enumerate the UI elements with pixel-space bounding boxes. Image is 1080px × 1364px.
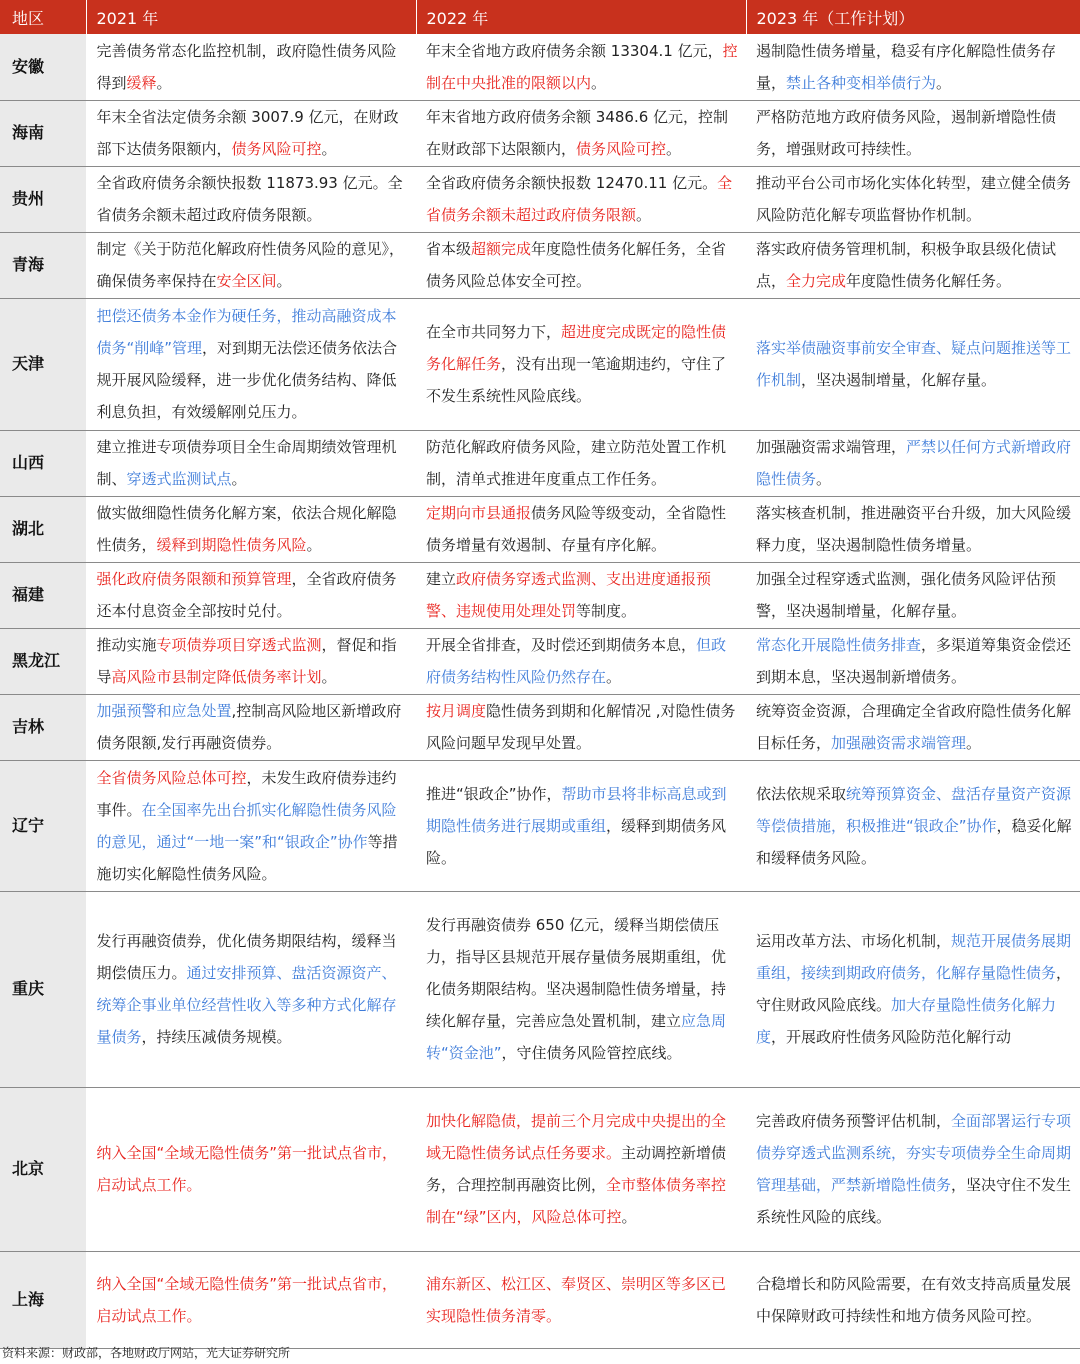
text-segment: 合稳增长和防风险需要，在有效支持高质量发展中保障财政可持续性和地方债务风险可控。	[756, 1274, 1072, 1325]
cell-2022	[416, 1251, 746, 1348]
text-segment: 。	[321, 140, 337, 158]
region-cell: 青海	[0, 232, 86, 298]
text-segment: 全省政府债务余额快报数 12470.11 亿元。	[426, 174, 718, 192]
cell-2022	[416, 430, 746, 496]
text-segment: 年末省地方政府债务余额 3486.6 亿元，控制在财政部下达限额内，	[426, 108, 729, 158]
text-segment: 遏制隐性债务增量，稳妥有序化解隐性债务存量，	[756, 41, 1057, 92]
text-segment: 全省债务余额未超过政府债务限额	[426, 174, 733, 224]
text-segment: 发行再融资债券 650 亿元，缓释当期偿债压力，指导区县规范开展存量债务展期重组，优化债务期限结构。坚决遏制隐性债务增量，持续化解存量，完善应急处置机制，建立	[426, 916, 727, 1030]
text-segment: 制定《关于防范化解政府性债务风险的意见》，确保债务率保持在	[96, 240, 405, 290]
text-segment: 安全区间	[216, 272, 277, 290]
text-segment: 按月调度	[426, 702, 487, 720]
text-segment: 禁止各种变相举债行为	[786, 73, 937, 92]
text-segment: 在全市共同努力下，	[426, 323, 562, 341]
text-segment: 缓释到期隐性债务风险	[156, 536, 307, 554]
cell-2022	[416, 496, 746, 562]
text-segment: ，开展政府性债务风险防范化解行动	[771, 1028, 1012, 1046]
region-cell: 贵州	[0, 166, 86, 232]
table-row	[0, 562, 1080, 628]
text-segment: 严禁以任何方式新增政府隐性债务	[756, 438, 1072, 488]
cell-2021	[86, 298, 416, 430]
text-segment: ，持续压减债务规模。	[141, 1028, 292, 1046]
text-segment: 。	[276, 272, 292, 290]
text-segment: 推动实施	[96, 636, 157, 654]
text-segment: 。	[666, 140, 682, 158]
text-segment: ，稳妥化解和缓释债务风险。	[756, 816, 1072, 867]
region-cell: 海南	[0, 100, 86, 166]
text-segment: 超进度完成既定的隐性债务化解任务	[426, 323, 727, 373]
text-segment: 高风险市县制定降低债务率计划	[111, 668, 322, 686]
text-segment: 应急周转“资金池”	[426, 1012, 727, 1062]
table-row	[0, 1087, 1080, 1251]
source-note: 资料来源：财政部，各地财政厅网站，光大证券研究所	[2, 1346, 291, 1360]
cell-2023	[746, 891, 1080, 1087]
text-segment: 隐性债务到期和化解情况 ,对隐性债务风险问题早发现早处置。	[426, 702, 736, 752]
text-segment: 统筹预算资金、盘活存量资产资源等偿债措施，积极推进“银政企”协作	[756, 784, 1072, 835]
text-segment: 建立推进专项债券项目全生命周期绩效管理机制、	[96, 438, 397, 488]
region-cell: 辽宁	[0, 760, 86, 891]
cell-2021	[86, 34, 416, 100]
text-segment: 做实做细隐性债务化解方案，依法合规化解隐性债务，	[96, 504, 397, 554]
region-cell: 天津	[0, 298, 86, 430]
text-segment: 帮助市县将非标高息或到期隐性债务进行展期或重组	[426, 784, 727, 835]
cell-2021	[86, 628, 416, 694]
text-segment: 推动平台公司市场化实体化转型，建立健全债务风险防范化解专项监督协作机制。	[756, 174, 1072, 224]
cell-2022	[416, 34, 746, 100]
text-segment: ，坚决遏制增量，化解存量。	[801, 371, 997, 389]
text-segment: 专项债券项目穿透式监测	[156, 636, 322, 654]
text-segment: 年末全省法定债务余额 3007.9 亿元，在财政部下达债务限额内，	[96, 108, 399, 158]
text-segment: ，没有出现一笔逾期违约，守住了不发生系统性风险底线。	[426, 355, 727, 405]
text-segment: 防范化解政府债务风险，建立防范处置工作机制，清单式推进年度重点工作任务。	[426, 438, 727, 488]
text-segment: 。	[591, 73, 607, 92]
cell-2023	[746, 1087, 1080, 1251]
text-segment: ，多渠道筹集资金偿还到期本息，坚决遏制新增债务。	[756, 636, 1072, 686]
cell-2023	[746, 100, 1080, 166]
cell-2023	[746, 34, 1080, 100]
cell-2021	[86, 562, 416, 628]
text-segment: 把偿还债务本金作为硬任务，推动高融资成本债务“削峰”管理	[96, 307, 397, 357]
cell-2022	[416, 562, 746, 628]
table-row	[0, 891, 1080, 1087]
text-segment: 严格防范地方政府债务风险，遏制新增隐性债务，增强财政可持续性。	[756, 108, 1057, 158]
text-segment: 全面部署运行专项债券穿透式监测系统，夯实专项债券全生命周期管理基础，严禁新增隐性债务	[756, 1112, 1072, 1194]
text-segment: 依法依规采取	[756, 784, 847, 803]
table-row	[0, 298, 1080, 430]
cell-2021	[86, 430, 416, 496]
text-segment: 通过安排预算、盘活资源资产、统筹企事业单位经营性收入等多种方式化解存量债务	[96, 964, 397, 1046]
cell-2023	[746, 232, 1080, 298]
region-cell: 福建	[0, 562, 86, 628]
text-segment: 债务风险等级变动，全省隐性债务增量有效遏制、存量有序化解。	[426, 504, 727, 554]
table-row	[0, 760, 1080, 891]
text-segment: 强化政府债务限额和预算管理	[96, 570, 292, 588]
text-segment: 年度隐性债务化解任务。	[846, 272, 1012, 290]
text-segment: 落实举债融资事前安全审查、疑点问题推送等工作机制	[756, 339, 1072, 389]
text-segment: 运用改革方法、市场化机制，	[756, 932, 952, 950]
text-segment: 全省政府债务余额快报数 11873.93 亿元。全省债务余额未超过政府债务限额。	[96, 174, 403, 224]
text-segment: 发行再融资债券，优化债务期限结构，缓释当期偿债压力。	[96, 932, 397, 982]
text-segment: ,控制高风险地区新增政府债务限额,发行再融资债券。	[96, 702, 402, 752]
region-cell: 重庆	[0, 891, 86, 1087]
text-segment: 全力完成	[786, 272, 847, 290]
text-segment: 穿透式监测试点	[126, 470, 232, 488]
region-cell: 湖北	[0, 496, 86, 562]
table-header	[0, 0, 1080, 34]
text-segment: 全省债务风险总体可控	[96, 768, 247, 787]
text-segment: 加快化解隐债，提前三个月完成中央提出的全域无隐性债务试点任务要求。	[426, 1112, 727, 1162]
cell-2022	[416, 760, 746, 891]
table-row	[0, 694, 1080, 760]
text-segment: 。	[936, 73, 952, 92]
text-segment: ，全省政府债务还本付息资金全部按时兑付。	[96, 570, 397, 620]
table-row	[0, 628, 1080, 694]
text-segment: 。	[966, 734, 982, 752]
text-segment: 。	[636, 206, 652, 224]
cell-2023	[746, 298, 1080, 430]
text-segment: 在全国率先出台抓实化解隐性债务风险的意见，通过“一地一案”和“银政企”协作	[96, 800, 397, 851]
text-segment: 。	[606, 668, 622, 686]
header-2021: 2021 年	[86, 0, 416, 34]
text-segment: 政府债务穿透式监测、支出进度通报预警、违规使用处理处罚	[426, 570, 712, 620]
table-row	[0, 496, 1080, 562]
text-segment: 全市整体债务率控制在“绿”区内，风险总体可控	[426, 1176, 727, 1226]
text-segment: 加强全过程穿透式监测，强化债务风险评估预警，坚决遏制增量，化解存量。	[756, 570, 1057, 620]
text-segment: 浦东新区、松江区、奉贤区、崇明区等多区已实现隐性债务清零。	[426, 1274, 727, 1325]
text-segment: 等制度。	[576, 602, 637, 620]
region-cell: 安徽	[0, 34, 86, 100]
text-segment: ，守住财政风险底线。	[756, 964, 1072, 1014]
cell-2023	[746, 166, 1080, 232]
header-2023: 2023 年（工作计划）	[746, 0, 1080, 34]
text-segment: 年度隐性债务化解任务，全省债务风险总体安全可控。	[426, 240, 727, 290]
cell-2021	[86, 1251, 416, 1348]
text-segment: ，督促和指导	[96, 636, 397, 686]
text-segment: 落实核查机制，推进融资平台升级，加大风险缓释力度，坚决遏制隐性债务增量。	[756, 504, 1072, 554]
text-segment: 。	[306, 536, 322, 554]
text-segment: 完善债务常态化监控机制，政府隐性债务风险得到	[96, 41, 397, 92]
cell-2022	[416, 694, 746, 760]
cell-2022	[416, 166, 746, 232]
cell-2023	[746, 628, 1080, 694]
cell-2022	[416, 298, 746, 430]
text-segment: 缓释	[126, 73, 157, 92]
text-segment: 。	[231, 470, 247, 488]
text-segment: 债务风险可控	[576, 140, 667, 158]
text-segment: ，坚决守住不发生系统性风险的底线。	[756, 1176, 1072, 1226]
header-region: 地区	[0, 0, 86, 34]
text-segment: 但政府债务结构性风险仍然存在	[426, 636, 727, 686]
text-segment: 建立	[426, 570, 457, 588]
table-row	[0, 232, 1080, 298]
text-segment: 纳入全国“全域无隐性债务”第一批试点省市，启动试点工作。	[96, 1144, 398, 1194]
text-segment: 。	[156, 73, 172, 92]
cell-2021	[86, 166, 416, 232]
text-segment: 常态化开展隐性债务排查	[756, 636, 922, 654]
table-row	[0, 34, 1080, 100]
table-body	[0, 34, 1080, 1348]
text-segment: 省本级	[426, 240, 472, 258]
table-row	[0, 166, 1080, 232]
text-segment: 统筹资金资源，合理确定全省政府隐性债务化解目标任务，	[756, 702, 1072, 752]
cell-2023	[746, 1251, 1080, 1348]
cell-2021	[86, 496, 416, 562]
region-cell: 吉林	[0, 694, 86, 760]
text-segment: ，守住债务风险管控底线。	[501, 1044, 682, 1062]
text-segment: 超额完成	[471, 240, 532, 258]
text-segment: 。	[621, 1208, 637, 1226]
text-segment: 加强预警和应急处置	[96, 702, 232, 720]
cell-2021	[86, 891, 416, 1087]
text-segment: 控制在中央批准的限额以内	[426, 41, 738, 92]
table-row	[0, 1251, 1080, 1348]
cell-2021	[86, 694, 416, 760]
text-segment: 债务风险可控	[231, 140, 322, 158]
text-segment: ，缓释到期债务风险。	[426, 816, 727, 867]
cell-2022	[416, 100, 746, 166]
cell-2023	[746, 496, 1080, 562]
text-segment: 落实政府债务管理机制，积极争取县级化债试点，	[756, 240, 1057, 290]
cell-2023	[746, 760, 1080, 891]
cell-2022	[416, 232, 746, 298]
text-segment: 定期向市县通报	[426, 504, 532, 522]
text-segment: 主动调控新增债务，合理控制再融资比例，	[426, 1144, 727, 1194]
text-segment: ，未发生政府债券违约事件。	[96, 768, 397, 819]
text-segment: 完善政府债务预警评估机制，	[756, 1112, 952, 1130]
text-segment: 加强融资需求端管理	[831, 734, 967, 752]
region-cell: 上海	[0, 1251, 86, 1348]
text-segment: 纳入全国“全域无隐性债务”第一批试点省市，启动试点工作。	[96, 1274, 398, 1325]
text-segment: 开展全省排查，及时偿还到期债务本息，	[426, 636, 697, 654]
header-2022: 2022 年	[416, 0, 746, 34]
text-segment: 。	[816, 470, 832, 488]
cell-2023	[746, 694, 1080, 760]
table-row	[0, 100, 1080, 166]
text-segment: 推进“银政企”协作，	[426, 784, 562, 803]
cell-2021	[86, 1087, 416, 1251]
table-row	[0, 430, 1080, 496]
text-segment: 年末全省地方政府债务余额 13304.1 亿元，	[426, 41, 723, 60]
cell-2021	[86, 760, 416, 891]
cell-2021	[86, 232, 416, 298]
region-cell: 黑龙江	[0, 628, 86, 694]
region-cell: 山西	[0, 430, 86, 496]
text-segment: ，对到期无法偿还债务依法合规开展风险缓释，进一步优化债务结构、降低利息负担，有效缓解刚兑压力。	[96, 339, 398, 421]
region-cell: 北京	[0, 1087, 86, 1251]
cell-2021	[86, 100, 416, 166]
text-segment: 等措施切实化解隐性债务风险。	[96, 832, 398, 883]
text-segment: 加强融资需求端管理，	[756, 438, 907, 456]
cell-2022	[416, 891, 746, 1087]
text-segment: 规范开展债务展期重组，接续到期政府债务，化解存量隐性债务	[756, 932, 1072, 982]
text-segment: 加大存量隐性债务化解力度	[756, 996, 1057, 1046]
text-segment: 。	[321, 668, 337, 686]
cell-2022	[416, 1087, 746, 1251]
cell-2022	[416, 628, 746, 694]
cell-2023	[746, 562, 1080, 628]
cell-2023	[746, 430, 1080, 496]
